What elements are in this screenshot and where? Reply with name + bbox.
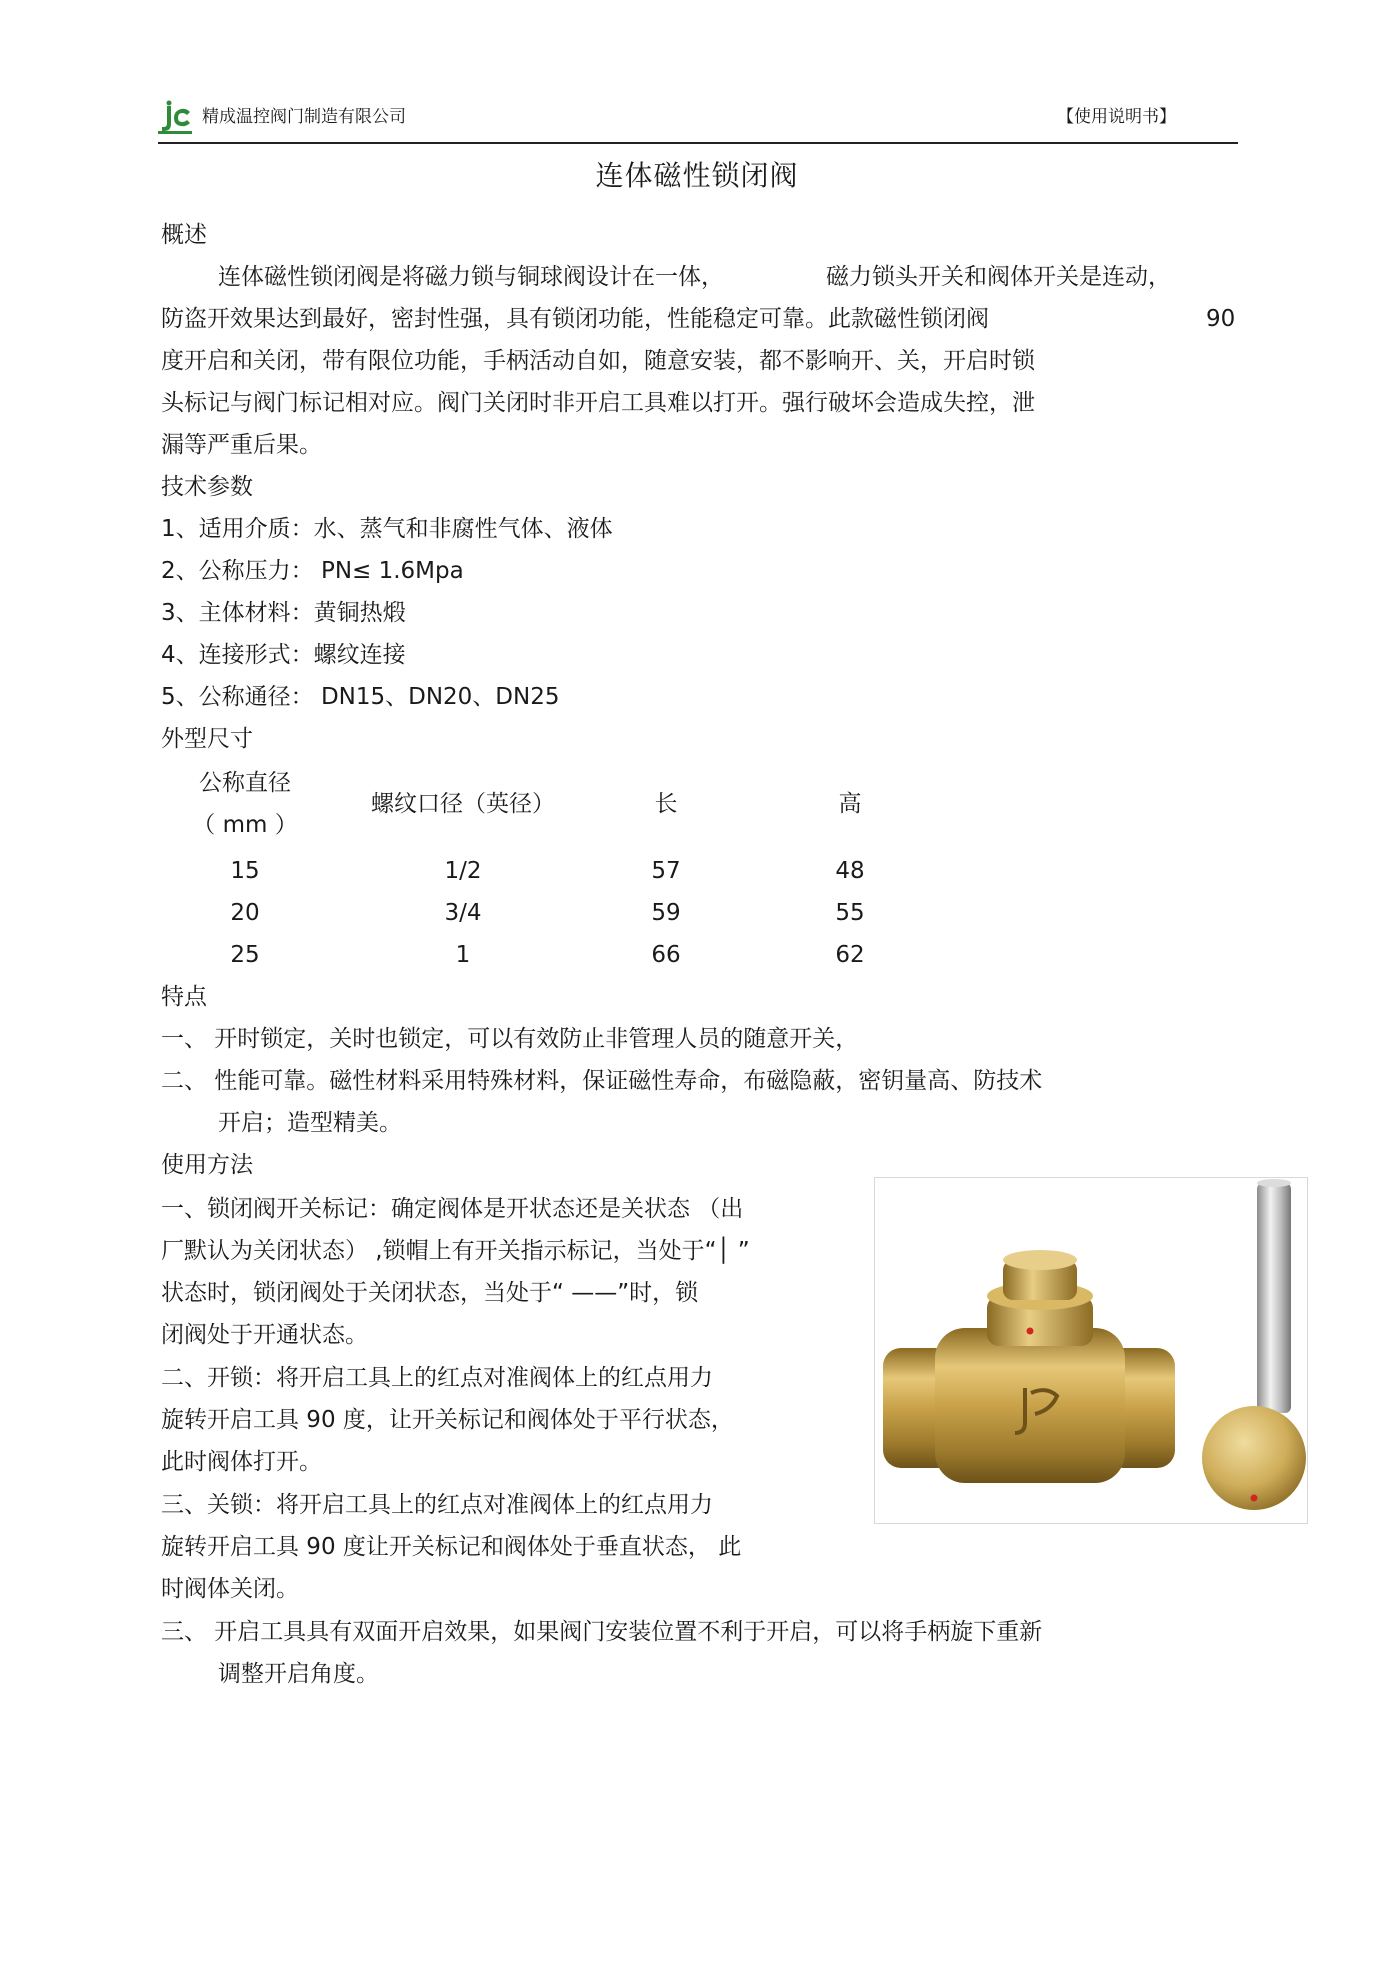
table-header-diameter: 公称直径	[199, 770, 291, 796]
overview-line: 头标记与阀门标记相对应。阀门关闭时非开启工具难以打开。强行破坏会造成失控，泄	[161, 390, 1035, 416]
usage-line: 三、关锁：将开启工具上的红点对准阀体上的红点用力	[161, 1492, 713, 1518]
overview-line: 漏等严重后果。	[161, 432, 322, 458]
table-cell: 66	[651, 942, 681, 968]
table-header-height: 高	[838, 791, 862, 817]
overview-line: 90	[1206, 306, 1236, 332]
table-cell: 3/4	[444, 900, 482, 926]
page-header	[158, 96, 1238, 144]
section-heading-dimensions: 外型尺寸	[161, 726, 253, 752]
usage-line: 旋转开启工具 90 度让开关标记和阀体处于垂直状态， 此	[161, 1534, 742, 1560]
usage-line: 时阀体关闭。	[161, 1576, 299, 1602]
usage-line: 此时阀体打开。	[161, 1449, 322, 1475]
section-heading-features: 特点	[161, 984, 207, 1010]
usage-line: 闭阀处于开通状态。	[161, 1322, 368, 1348]
tech-item: 3、主体材料：黄铜热煅	[161, 600, 406, 626]
company-name: 精成温控阀门制造有限公司	[202, 107, 406, 127]
table-cell: 48	[835, 858, 865, 884]
section-heading-usage: 使用方法	[161, 1152, 253, 1178]
usage-line: 厂默认为关闭状态） ,锁帽上有开关指示标记，当处于“│ ”	[161, 1238, 750, 1264]
overview-line: 磁力锁头开关和阀体开关是连动，	[826, 264, 1171, 290]
page-title: 连体磁性锁闭阀	[595, 159, 799, 192]
feature-item: 二、 性能可靠。磁性材料采用特殊材料，保证磁性寿命，布磁隐蔽，密钥量高、防技术	[161, 1068, 1043, 1094]
usage-line: 旋转开启工具 90 度，让开关标记和阀体处于平行状态，	[161, 1407, 734, 1433]
company-logo-icon	[158, 100, 192, 134]
table-cell: 62	[835, 942, 865, 968]
tech-item: 1、适用介质：水、蒸气和非腐性气体、液体	[161, 516, 613, 542]
document-type-label: 【使用说明书】	[1057, 107, 1176, 127]
table-cell: 25	[230, 942, 260, 968]
feature-item-continued: 开启；造型精美。	[218, 1110, 402, 1136]
overview-line: 防盗开效果达到最好，密封性强，具有锁闭功能，性能稳定可靠。此款磁性锁闭阀	[161, 306, 989, 332]
tech-item: 4、连接形式：螺纹连接	[161, 642, 406, 668]
usage-line: 一、锁闭阀开关标记：确定阀体是开状态还是关状态 （出	[161, 1196, 744, 1222]
overview-line: 连体磁性锁闭阀是将磁力锁与铜球阀设计在一体，	[218, 264, 724, 290]
table-header-length: 长	[654, 791, 678, 817]
table-cell: 1/2	[444, 858, 482, 884]
usage-line: 二、开锁：将开启工具上的红点对准阀体上的红点用力	[161, 1365, 713, 1391]
table-cell: 57	[651, 858, 681, 884]
feature-item: 一、 开时锁定，关时也锁定，可以有效防止非管理人员的随意开关，	[161, 1026, 859, 1052]
table-cell: 15	[230, 858, 260, 884]
valve-illustration-icon	[875, 1178, 1307, 1523]
table-cell: 20	[230, 900, 260, 926]
section-heading-tech: 技术参数	[161, 474, 253, 500]
tech-item: 2、公称压力： PN≤ 1.6Mpa	[161, 558, 464, 584]
section-heading-overview: 概述	[161, 222, 207, 248]
usage-line: 三、 开启工具具有双面开启效果，如果阀门安装位置不利于开启，可以将手柄旋下重新	[161, 1619, 1043, 1645]
usage-line: 状态时，锁闭阀处于关闭状态，当处于“ ——”时，锁	[161, 1280, 699, 1306]
tech-item: 5、公称通径： DN15、DN20、DN25	[161, 684, 560, 710]
usage-line-continued: 调整开启角度。	[218, 1661, 379, 1687]
product-photo	[874, 1177, 1308, 1524]
table-cell: 55	[835, 900, 865, 926]
overview-line: 度开启和关闭，带有限位功能，手柄活动自如，随意安装，都不影响开、关，开启时锁	[161, 348, 1035, 374]
table-cell: 1	[455, 942, 471, 968]
table-cell: 59	[651, 900, 681, 926]
table-header-diameter-unit: （ mm ）	[192, 812, 298, 838]
table-header-thread: 螺纹口径（英径）	[371, 791, 555, 817]
